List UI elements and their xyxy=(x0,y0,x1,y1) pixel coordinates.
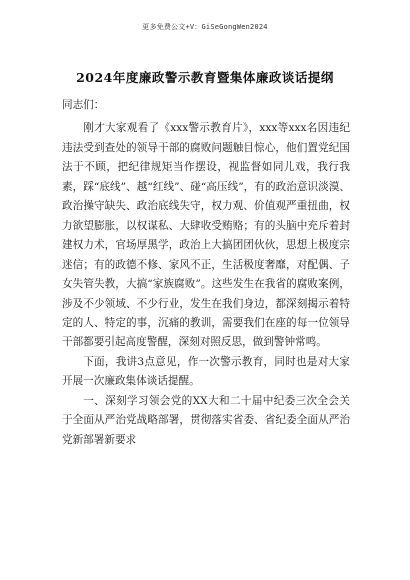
header-note: 更多免费公文+V：GiSeGongWen2024 xyxy=(142,23,268,31)
document-body xyxy=(62,96,350,450)
paragraph-1: 刚才大家观看了《xxx警示教育片》，xxx等xxx名因违纪违法受到查处的领导干部的腐败问题触目惊心，他们置党纪国法于不顾，把纪律规矩当作摆设，视监督如同儿戏，我行我素，踩“底线”、越“红线”、碰“高压线”，有的政治意识淡漠、政治操守缺失、政治底线失守，权力观、价值观严重扭曲，权力欲望膨胀，以权谋私、大肆收受贿赂；有的头脑中充斥着封建权力术，官场厚黑学，政治上大搞团团伙伙，思想上极度宗迷信；有的政德不修、家风不正，生活极度奢靡，对配偶、子女失管失教，大搞“家族腐败”。这些发生在我省的腐败案例，涉及不少领域、不少行业，发生在我们身边，都深刻揭示着特定的人、特定的事，沉痛的教训，需要我们在座的每一位领导干部都要引起高度警醒，深刻对照反思，做到警钟常鸣。 xyxy=(62,122,350,349)
paragraph-2: 下面，我讲3点意见，作一次警示教育，同时也是对大家开展一次廉政集体谈话提醒。 xyxy=(62,355,350,388)
salutation: 同志们： xyxy=(62,99,105,111)
paragraph-3: 一、深刻学习领会党的XX大和二十届中纪委三次全会关于全面从严治党战略部署，贯彻落实省委、省纪委全面从严治党新部署新要求 xyxy=(62,394,350,446)
document-title: 2024年度廉政警示教育暨集体廉政谈话提纲 xyxy=(76,70,334,85)
